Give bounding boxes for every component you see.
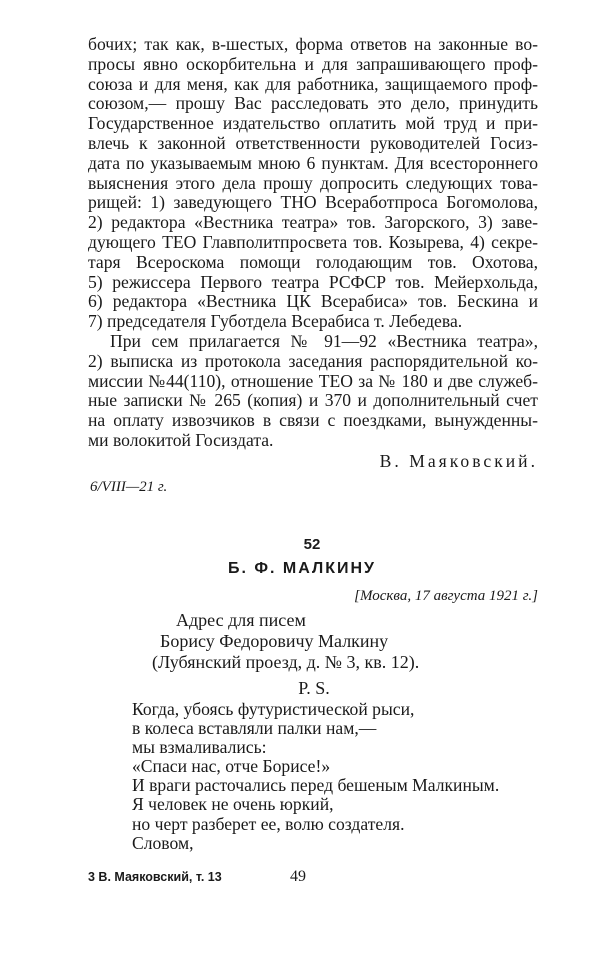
poem-line: Я человек не очень юркий,: [132, 794, 334, 815]
text-line: союза и для меня, как для работника, защищаемого проф-: [88, 74, 538, 94]
text-line: ми волокитой Госиздата.: [88, 429, 274, 450]
poem-line: Когда, убоясь футуристической рыси,: [132, 699, 415, 719]
text-line: просы явно оскорбительна и для запрашивающего проф-: [88, 54, 538, 74]
letter-number: 52: [303, 536, 321, 553]
poem-line: в колеса вставляли палки нам,—: [132, 718, 377, 739]
poem-line: «Спаси нас, отче Борисе!»: [132, 756, 331, 777]
text-line: бочих; так как, в-шестых, форма ответов на законные во-: [88, 35, 538, 54]
letter-date: 6/VIII—21 г.: [90, 479, 168, 495]
poem: [132, 700, 499, 853]
text-line: дата по указываемым мною 6 пунктам. Для всестороннего: [88, 153, 538, 173]
text-line: 7) председателя Губотдела Всерабиса т. Лебедева.: [88, 311, 463, 332]
paragraph-1: [88, 35, 538, 332]
text-line: При сем прилагается № 91—92 «Вестника театра»,: [110, 332, 538, 351]
text-line: 5) режиссера Первого театра РСФСР тов. Мейерхольда,: [88, 272, 538, 292]
text-line: 6) редактора «Вестника ЦК Всерабиса» тов. Бескина и: [88, 292, 538, 312]
text-line: таря Всероскома помощи голодающим тов. Охотова,: [88, 252, 538, 272]
poem-line: мы взмаливались:: [132, 737, 267, 758]
address-line: Борису Федоровичу Малкину: [160, 631, 389, 651]
ps-label: P. S.: [298, 678, 330, 698]
text-line: 2) редактора «Вестника театра» тов. Загорского, 3) заве-: [88, 213, 538, 233]
poem-line: но черт разберет ее, волю создателя.: [132, 813, 405, 834]
address-line: (Лубянский проезд, д. № 3, кв. 12).: [152, 652, 420, 672]
signature-mark: 3 В. Маяковский, т. 13: [88, 870, 222, 884]
text-line: дующего ТЕО Главполитпросвета тов. Козырева, 4) секре-: [88, 232, 538, 252]
text-line: 2) выписка из протокола заседания распорядительной ко-: [88, 351, 538, 371]
signature: В. Маяковский.: [379, 451, 538, 471]
poem-line: Словом,: [132, 832, 194, 853]
poem-line: И враги расточались перед бешеным Малкиным.: [132, 775, 500, 796]
text-line: на оплату извозчиков в связи с поездками, вынужденны-: [88, 411, 538, 431]
text-line: влечь к законной ответственности руководителей Госиз-: [88, 133, 538, 153]
text-line: рищей: 1) заведующего ТНО Всеработпроса Богомолова,: [88, 193, 538, 213]
text-line: миссии №44(110), отношение ТЕО за № 180 и две служеб-: [88, 371, 538, 391]
text-line: ные записки № 265 (копия) и 370 и дополнительный счет: [88, 391, 538, 411]
page-number: 49: [290, 868, 306, 885]
text-line: выяснения этого дела прошу допросить следующих това-: [88, 173, 538, 193]
address-line: Адрес для писем: [176, 610, 306, 630]
place-date: [Москва, 17 августа 1921 г.]: [354, 588, 538, 604]
paragraph-2: [88, 332, 538, 451]
letter-heading: Б. Ф. МАЛКИНУ: [227, 560, 376, 577]
text-line: Государственное издательство оплатить мой труд и при-: [88, 114, 538, 134]
text-line: союзом,— прошу Вас расследовать это дело, принудить: [88, 94, 538, 114]
